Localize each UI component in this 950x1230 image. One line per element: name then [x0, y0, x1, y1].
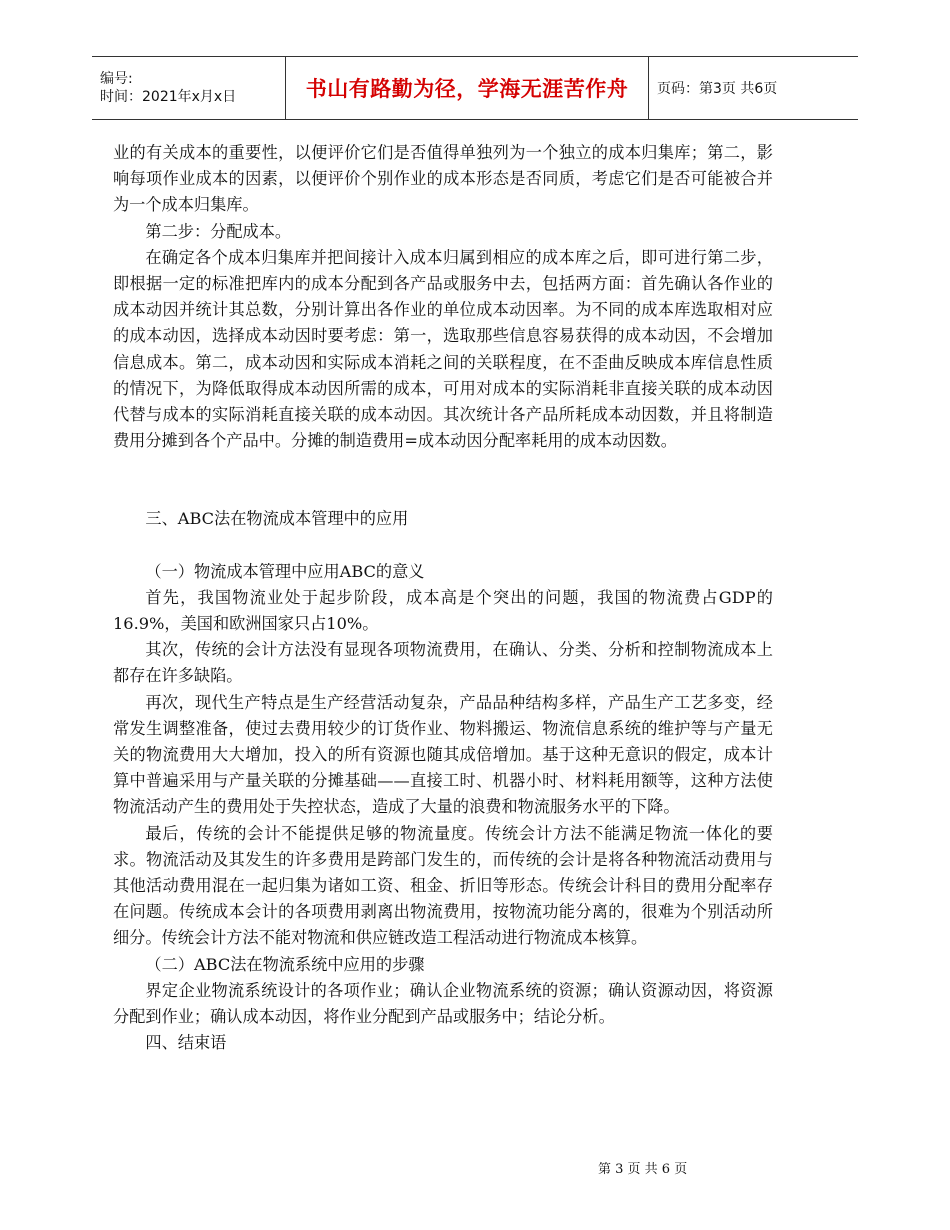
document-number-label: 编号:	[100, 71, 133, 87]
spacer	[113, 454, 773, 506]
paragraph: 再次，现代生产特点是生产经营活动复杂，产品品种结构多样，产品生产工艺多变，经常发生调整准备，使过去费用较少的订货作业、物料搬运、物流信息系统的维护等与产量无关的物流费用大大增加，投入的所有资源也随其成倍增加。基于这种无意识的假定，成本计算中普遍采用与产量关联的分摊基础——直接工时、机器小时、材料耗用额等，这种方法使物流活动产生的费用处于失控状态，造成了大量的浪费和物流服务水平的下降。	[113, 692, 773, 817]
page-header	[92, 56, 858, 120]
paragraph: 最后，传统的会计不能提供足够的物流量度。传统会计方法不能满足物流一体化的要求。物流活动及其发生的许多费用是跨部门发生的，而传统的会计是将各种物流活动费用与其他活动费用混在一起归集为诸如工资、租金、折旧等形态。传统会计科目的费用分配率存在问题。传统成本会计的各项费用剥离出物流费用，按物流功能分离的，很难为个别活动所细分。传统会计方法不能对物流和供应链改造工程活动进行物流成本核算。	[113, 823, 773, 948]
page-footer: 第 3 页 共 6 页	[598, 1162, 688, 1177]
header-meta	[92, 57, 285, 119]
document-time-label: 时间：2021年x月x日	[100, 89, 237, 105]
subsection-heading: （一）物流成本管理中应用ABC的意义	[145, 561, 425, 581]
spacer	[113, 533, 773, 559]
header-page-cell	[649, 57, 858, 119]
document-body	[113, 140, 773, 1057]
header-page-label: 页码：第3页 共6页	[657, 81, 778, 97]
paragraph: 第二步：分配成本。	[145, 221, 292, 241]
section-heading: 四、结束语	[145, 1033, 227, 1053]
paragraph: 其次，传统的会计方法没有显现各项物流费用，在确认、分类、分析和控制物流成本上都存在许多缺陷。	[113, 640, 773, 686]
paragraph: 业的有关成本的重要性，以便评价它们是否值得单独列为一个独立的成本归集库；第二，影响每项作业成本的因素，以便评价个别作业的成本形态是否同质，考虑它们是否可能被合并为一个成本归集库。	[113, 143, 773, 215]
header-motto-cell	[285, 57, 649, 119]
header-motto: 书山有路勤为径，学海无涯苦作舟	[305, 76, 629, 101]
section-heading: 三、ABC法在物流成本管理中的应用	[145, 509, 409, 529]
subsection-heading: （二）ABC法在物流系统中应用的步骤	[145, 954, 425, 974]
paragraph: 在确定各个成本归集库并把间接计入成本归属到相应的成本库之后，即可进行第二步，即根据一定的标准把库内的成本分配到各产品或服务中去，包括两方面：首先确认各作业的成本动因并统计其总数，分别计算出各作业的单位成本动因率。为不同的成本库选取相对应的成本动因，选择成本动因时要考虑：第一，选取那些信息容易获得的成本动因，不会增加信息成本。第二，成本动因和实际成本消耗之间的关联程度，在不歪曲反映成本库信息性质的情况下，为降低取得成本动因所需的成本，可用对成本的实际消耗非直接关联的成本动因代替与成本的实际消耗直接关联的成本动因。其次统计各产品所耗成本动因数，并且将制造费用分摊到各个产品中。分摊的制造费用=成本动因分配率耗用的成本动因数。	[113, 247, 773, 451]
paragraph: 首先，我国物流业处于起步阶段，成本高是个突出的问题，我国的物流费占GDP的16.9%，美国和欧洲国家只占10%。	[113, 587, 773, 634]
paragraph: 界定企业物流系统设计的各项作业；确认企业物流系统的资源；确认资源动因，将资源分配到作业；确认成本动因，将作业分配到产品或服务中；结论分析。	[113, 980, 773, 1027]
